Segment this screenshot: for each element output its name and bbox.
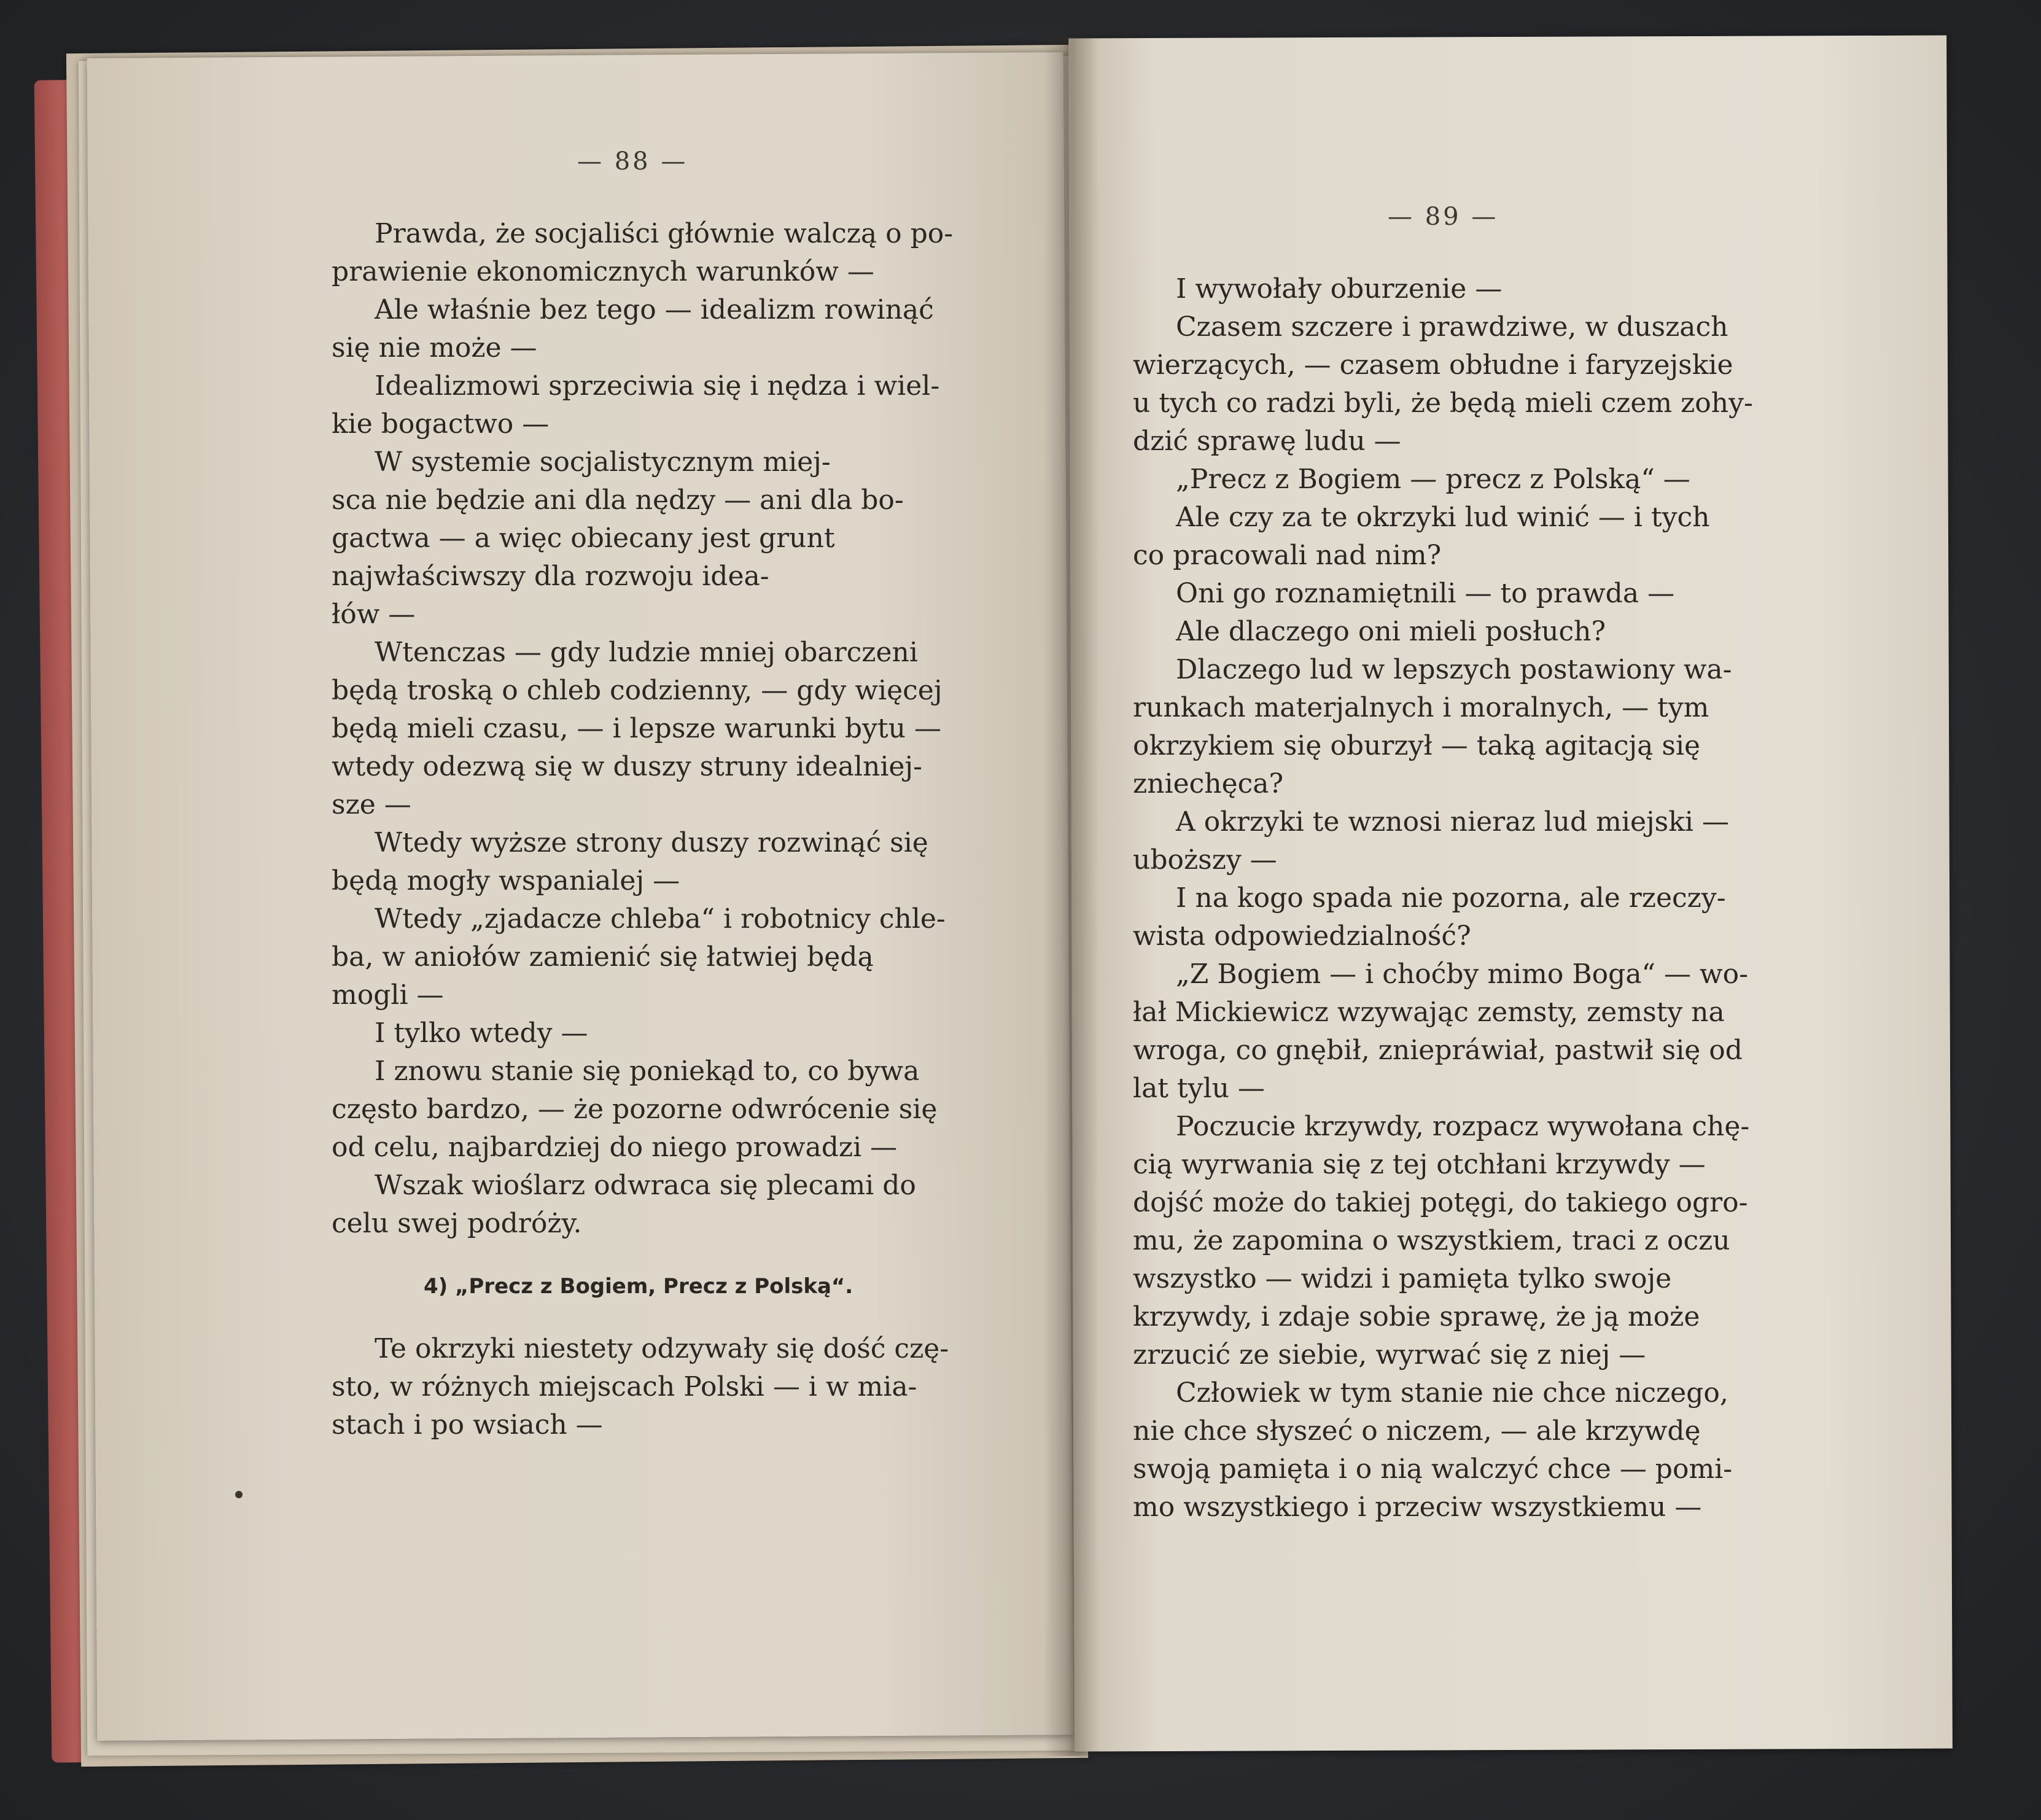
text-line: będą mogły wspanialej — [332, 865, 680, 896]
text-line: wroga, co gnębił, zniepráwiał, pastwił się od [1133, 1035, 1743, 1066]
text-line: Oni go roznamiętnili — to prawda — [1176, 578, 1675, 609]
text-line: Wtedy „zjadacze chleba“ i robotnicy chle- [375, 903, 946, 935]
text-line: prawienie ekonomicznych warunków — [332, 256, 874, 287]
text-line: Wtenczas — gdy ludzie mniej obarczeni [375, 637, 918, 668]
text-line: stach i po wsiach — [332, 1409, 603, 1441]
ink-dot [235, 1491, 243, 1498]
text-line: co pracowali nad nim? [1133, 540, 1442, 571]
text-line: W systemie socjalistycznym miej- [375, 446, 831, 478]
text-line: u tych co radzi byli, że będą mieli czem zohy- [1133, 387, 1753, 419]
text-line: często bardzo, — że pozorne odwrócenie się [332, 1094, 938, 1125]
book-spine [1044, 37, 1099, 1756]
text-line: mogli — [332, 979, 444, 1011]
text-line: uboższy — [1133, 844, 1277, 876]
text-line: „Precz z Bogiem — precz z Polską“ — [1176, 464, 1690, 495]
text-line: ba, w aniołów zamienić się łatwiej będą [332, 941, 874, 973]
text-line: będą troską o chleb codzienny, — gdy więcej [332, 675, 943, 706]
text-line: mo wszystkiego i przeciw wszystkiemu — [1133, 1491, 1702, 1523]
text-line: „Z Bogiem — i choćby mimo Boga“ — wo- [1176, 959, 1749, 990]
text-line: Idealizmowi sprzeciwia się i nędza i wiel- [375, 370, 940, 402]
text-line: sto, w różnych miejscach Polski — i w mia- [332, 1371, 917, 1402]
text-line: Poczucie krzywdy, rozpacz wywołana chę- [1176, 1111, 1750, 1142]
text-line: Ale czy za te okrzyki lud winić — i tych [1176, 502, 1710, 533]
text-line: zrzucić ze siebie, wyrwać się z niej — [1133, 1339, 1646, 1371]
text-line: łał Mickiewicz wzywając zemsty, zemsty na [1133, 997, 1725, 1028]
text-line: Czasem szczere i prawdziwe, w duszach [1176, 311, 1728, 343]
text-line: gactwa — a więc obiecany jest grunt [332, 523, 835, 554]
text-line: A okrzyki te wznosi nieraz lud miejski — [1176, 806, 1729, 838]
text-line: Ale dlaczego oni mieli posłuch? [1176, 616, 1606, 647]
text-line: Ale właśnie bez tego — idealizm rowinąć [375, 294, 934, 325]
text-line: dojść może do takiej potęgi, do takiego ogro- [1133, 1187, 1748, 1218]
text-line: Te okrzyki niestety odzywały się dość czę- [375, 1333, 949, 1364]
text-line: wtedy odezwą się w duszy struny idealniej- [332, 751, 922, 782]
text-line: Człowiek w tym stanie nie chce niczego, [1176, 1377, 1728, 1409]
section-heading: 4) „Precz z Bogiem, Precz z Polską“. [424, 1274, 853, 1299]
text-line: sca nie będzie ani dla nędzy — ani dla bo- [332, 484, 904, 516]
text-line: lat tylu — [1133, 1073, 1265, 1104]
text-line: będą mieli czasu, — i lepsze warunki bytu — [332, 713, 941, 744]
text-line: I tylko wtedy — [375, 1017, 588, 1049]
text-line: nie chce słyszeć o niczem, — ale krzywdę [1133, 1415, 1701, 1447]
right-page-text [1133, 270, 1821, 1526]
text-line: zniechęca? [1133, 768, 1284, 799]
text-line: łów — [332, 599, 416, 630]
text-line: najwłaściwszy dla rozwoju idea- [332, 561, 769, 592]
text-line: wszystko — widzi i pamięta tylko swoje [1133, 1263, 1672, 1294]
text-line: od celu, najbardziej do niego prowadzi — [332, 1132, 898, 1163]
text-line: mu, że zapomina o wszystkiem, traci z oczu [1133, 1225, 1730, 1256]
text-line: cią wyrwania się z tej otchłani krzywdy — [1133, 1149, 1706, 1180]
text-line: I znowu stanie się poniekąd to, co bywa [375, 1056, 920, 1087]
text-line: Dlaczego lud w lepszych postawiony wa- [1176, 654, 1732, 685]
text-line: swoją pamięta i o nią walczyć chce — pomi- [1133, 1453, 1733, 1485]
left-page-text [332, 215, 995, 1444]
text-line: wierzących, — czasem obłudne i faryzejskie [1133, 349, 1733, 381]
text-line: runkach materjalnych i moralnych, — tym [1133, 692, 1709, 723]
text-line: I wywołały oburzenie — [1176, 273, 1503, 305]
text-line: się nie może — [332, 332, 537, 364]
text-line: okrzykiem się oburzył — taką agitacją się [1133, 730, 1701, 761]
text-line: celu swej podróży. [332, 1208, 582, 1239]
text-line: sze — [332, 789, 411, 820]
text-line: krzywdy, i zdaje sobie sprawę, że ją może [1133, 1301, 1700, 1332]
left-page-number: — 88 — [577, 147, 688, 176]
text-line: Prawda, że socjaliści głównie walczą o po- [375, 218, 954, 249]
text-line: kie bogactwo — [332, 408, 550, 440]
text-line: I na kogo spada nie pozorna, ale rzeczy- [1176, 882, 1726, 914]
text-line: Wtedy wyższe strony duszy rozwinąć się [375, 827, 928, 858]
text-line: Wszak wioślarz odwraca się plecami do [375, 1170, 916, 1201]
right-page-number: — 89 — [1388, 203, 1499, 231]
text-line: wista odpowiedzialność? [1133, 920, 1471, 952]
text-line: dzić sprawę ludu — [1133, 426, 1401, 457]
